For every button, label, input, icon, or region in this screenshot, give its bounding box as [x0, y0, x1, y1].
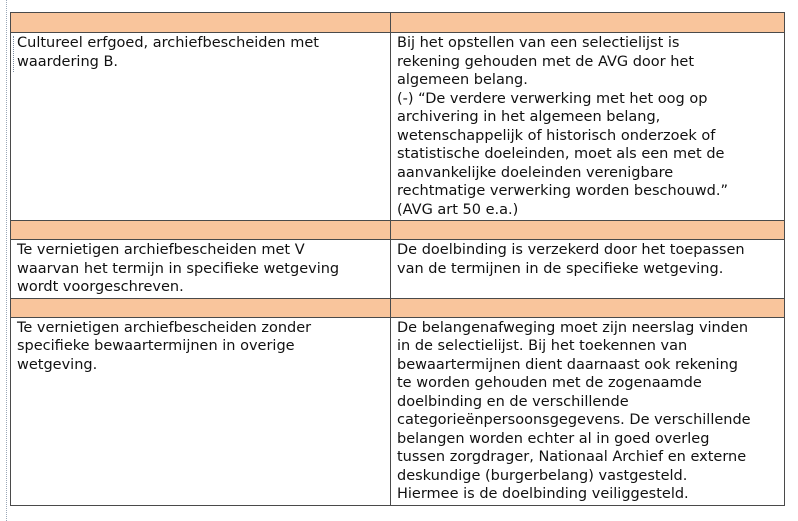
row-1-left-cell[interactable]	[11, 33, 391, 221]
table-row	[11, 33, 785, 221]
text-line: belangen worden echter al in goed overleg	[397, 430, 710, 447]
row-1-right-text	[397, 34, 778, 219]
band-cell-left	[11, 221, 391, 240]
text-line: Cultureel erfgoed, archiefbescheiden met	[17, 35, 319, 51]
text-line: waardering B.	[17, 53, 119, 70]
row-2-right-cell[interactable]	[391, 240, 785, 299]
row-1-right-cell[interactable]	[391, 33, 785, 221]
row-3-left-cell[interactable]	[11, 317, 391, 505]
text-line: De doelbinding is verzekerd door het toepassen	[397, 242, 745, 258]
text-line: Hiermee is de doelbinding veiliggesteld.	[397, 486, 689, 502]
band-cell-right	[391, 221, 785, 240]
text-line: wordt voorgeschreven.	[17, 279, 184, 295]
text-line: (AVG art 50 e.a.)	[397, 201, 519, 218]
text-line: wetgeving.	[17, 356, 98, 373]
text-line: doelbinding en de verschillende	[397, 393, 629, 410]
text-line: Te vernietigen archiefbescheiden met V	[17, 242, 305, 258]
text-line: tussen zorgdrager, Nationaal Archief en externe	[397, 449, 747, 465]
avg-table	[10, 12, 785, 506]
table-row	[11, 240, 785, 299]
text-line: algemeen belang.	[397, 72, 528, 88]
band-cell-right	[391, 13, 785, 33]
margin-guide	[6, 0, 7, 521]
text-line: rechtmatige verwerking worden beschouwd.”	[397, 183, 728, 199]
text-line: (-) “De verdere verwerking met het oog op	[397, 90, 708, 107]
text-line: Bij het opstellen van een selectielijst is	[397, 35, 680, 51]
row-2-left-text	[17, 241, 384, 297]
text-cursor-guide	[13, 36, 14, 72]
text-line: te worden gehouden met de zogenaamde	[397, 375, 702, 391]
row-3-right-cell[interactable]	[391, 317, 785, 505]
text-line: deskundige (burgerbelang) vastgesteld.	[397, 467, 688, 484]
table-band-row	[11, 221, 785, 240]
table-band-row	[11, 298, 785, 317]
text-line: bewaartermijnen dient daarnaast ook rekening	[397, 356, 738, 373]
text-line: De belangenafweging moet zijn neerslag vinden	[397, 319, 749, 336]
row-2-right-text	[397, 241, 778, 278]
text-line: waarvan het termijn in specifieke wetgeving	[17, 260, 340, 277]
text-line: aanvankelijke doeleinden verenigbare	[397, 164, 674, 181]
text-line: statistische doeleinden, moet als een met de	[397, 146, 725, 162]
band-cell-left	[11, 298, 391, 317]
text-line: in de selectielijst. Bij het toekennen van	[397, 338, 688, 354]
row-2-left-cell[interactable]	[11, 240, 391, 299]
table-band-row	[11, 13, 785, 33]
text-line: wetenschappelijk of historisch onderzoek of	[397, 127, 716, 144]
text-line: van de termijnen in de specifieke wetgeving.	[397, 260, 724, 277]
band-cell-left	[11, 13, 391, 33]
text-line: specifieke bewaartermijnen in overige	[17, 338, 295, 354]
text-line: rekening gehouden met de AVG door het	[397, 53, 695, 70]
row-1-left-text	[17, 34, 384, 71]
table-row	[11, 317, 785, 505]
band-cell-right	[391, 298, 785, 317]
text-line: Te vernietigen archiefbescheiden zonder	[17, 319, 312, 336]
row-3-left-text	[17, 319, 384, 375]
text-line: categorieënpersoonsgegevens. De verschillende	[397, 412, 751, 428]
row-3-right-text	[397, 319, 778, 504]
text-line: archivering in het algemeen belang,	[397, 109, 661, 125]
